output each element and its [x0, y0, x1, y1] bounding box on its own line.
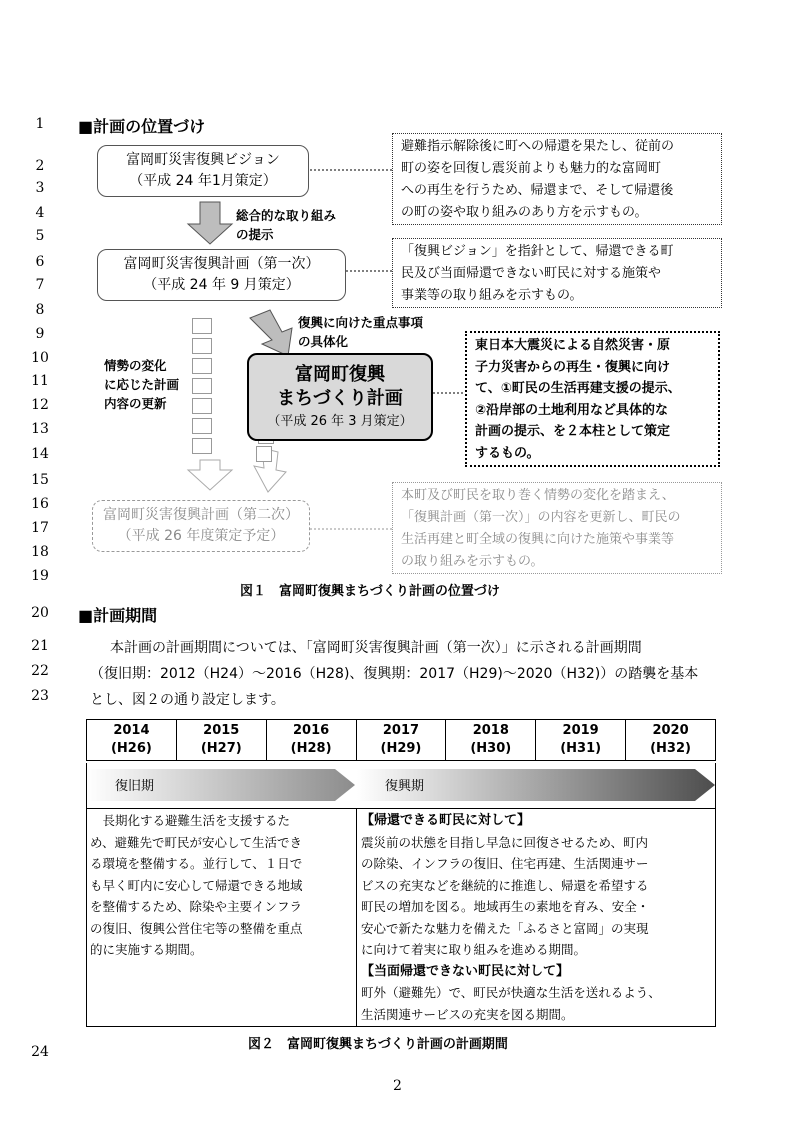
step-square	[192, 318, 212, 334]
era-label: (H28)	[290, 741, 332, 756]
page-number: 2	[393, 1078, 402, 1094]
period-table	[86, 719, 716, 761]
period-paragraph-line2: （復旧期：2012（H24）～2016（H28)、復興期：2017（H29)～2020（H32)）の踏襲を基本	[90, 666, 699, 682]
year-cell	[87, 720, 177, 761]
line-number: 7	[35, 277, 45, 293]
era-label: (H29)	[380, 741, 422, 756]
line-number: 1	[35, 116, 45, 132]
main-date: （平成 26 年 3 月策定）	[267, 414, 413, 429]
year-label: 2020	[652, 723, 689, 738]
line-number: 12	[31, 397, 49, 413]
period-paragraph-line3: とし、図２の通り設定します。	[90, 692, 285, 708]
year-cell	[356, 720, 446, 761]
year-label: 2014	[113, 723, 150, 738]
step-square	[192, 398, 212, 414]
line-number: 6	[35, 254, 45, 270]
line-number: 24	[31, 1044, 49, 1060]
phase2-label: 復興期	[385, 779, 425, 794]
line-number: 14	[31, 446, 49, 462]
column-divider	[356, 809, 357, 1026]
plan1-date: （平成 24 年 9 月策定）	[143, 277, 300, 293]
year-label: 2018	[472, 723, 509, 738]
year-cell	[176, 720, 266, 761]
step-square	[192, 438, 212, 454]
vision-box	[97, 145, 309, 197]
line-number: 20	[31, 605, 49, 621]
line-number: 22	[31, 663, 49, 679]
line-number: 11	[31, 373, 49, 389]
update-label: 情勢の変化 に応じた計画 内容の更新	[104, 358, 180, 411]
year-cell	[536, 720, 626, 761]
line-number: 3	[35, 180, 45, 196]
step-square	[192, 358, 212, 374]
phase2-heading-returnees: 【帰還できる町民に対して】	[361, 813, 531, 828]
year-label: 2015	[203, 723, 240, 738]
plan1-description: 「復興ビジョン」を指針として、帰還できる町 民及び当面帰還できない町民に対する施策や 事業等の取り組みを示すもの。	[392, 238, 722, 308]
plan2-box	[92, 500, 310, 552]
plan2-description: 本町及び町民を取り巻く情勢の変化を踏まえ、 「復興計画（第一次）」の内容を更新し、町民の 生活再建と町全域の復興に向けた施策や事業等 の取り組みを示すもの。	[392, 482, 722, 574]
line-number: 5	[35, 228, 45, 244]
era-label: (H27)	[200, 741, 242, 756]
arrow-down-icon	[188, 202, 232, 244]
figure1-caption: 図１ 富岡町復興まちづくり計画の位置づけ	[240, 584, 500, 599]
line-number: 2	[35, 158, 45, 174]
arrow2-label: 復興に向けた重点事項 の具体化	[298, 315, 424, 349]
phase2-heading-nonreturnees: 【当面帰還できない町民に対して】	[361, 963, 570, 979]
era-label: (H31)	[560, 741, 602, 756]
year-label: 2019	[562, 723, 599, 738]
main-title-1: 富岡町復興	[295, 364, 385, 385]
plan1-box	[97, 249, 346, 301]
year-cell	[626, 720, 716, 761]
era-label: (H26)	[110, 741, 152, 756]
vision-description: 避難指示解除後に町への帰還を果たし、従前の 町の姿を回復し震災前よりも魅力的な富岡町 への再生を行うため、帰還まで、そして帰還後 の町の姿や取り組みのあり方を示すもの。	[392, 133, 722, 225]
line-number: 10	[31, 350, 49, 366]
line-number: 21	[31, 638, 49, 654]
step-square	[192, 338, 212, 354]
main-description: 東日本大震災による自然災害・原 子力災害からの再生・復興に向け て、①町民の生活再建支援の提示、 ②沿岸部の土地利用など具体的な 計画の提示、を２本柱として策定 するもの。	[465, 331, 720, 467]
step-square	[256, 446, 272, 462]
year-row	[87, 720, 716, 761]
phase-bar-row	[86, 763, 716, 809]
phase1-description: 長期化する避難生活を支援するた め、避難先で町民が安心して生活でき る環境を整備する。並行して、１日で も早く町内に安心して帰還できる地域 を整備するため、除染や主要インフラ の復旧、復興公営住宅等の整備を重点 的に実施する期間。	[90, 813, 303, 957]
arrow-diagonal-icon	[250, 310, 292, 356]
phase1-label: 復旧期	[115, 779, 155, 794]
plan1-title: 富岡町災害復興計画（第一次）	[123, 256, 320, 272]
step-square	[192, 418, 212, 434]
main-plan-box	[247, 353, 433, 441]
year-cell	[446, 720, 536, 761]
line-number: 23	[31, 688, 49, 704]
year-label: 2017	[382, 723, 420, 738]
step-square	[192, 378, 212, 394]
line-number: 13	[31, 421, 49, 437]
era-label: (H30)	[470, 741, 512, 756]
plan2-title: 富岡町災害復興計画（第二次）	[103, 507, 299, 523]
arrow1-label: 総合的な取り組み の提示	[236, 208, 337, 242]
phase2-description: 【帰還できる町民に対して】 震災前の状態を目指し早急に回復させるため、町内 の除染、インフラの復旧、住宅再建、生活関連サー ビスの充実などを継続的に推進し、帰還を希望する 町民の増加を図る。地域再生の素地を育み、安全・ 安心で新たな魅力を備えた「ふるさと富岡」の実現 に向けて着実に取り組みを進める期間。 【当面帰還できない町民に対して】 町外（避難先）で、町民が快適な生活を送れるよう、 生活関連サービスの充実を図る期間。	[361, 810, 713, 1025]
line-number: 4	[35, 205, 45, 221]
figure2-caption: 図２ 富岡町復興まちづくり計画の計画期間	[248, 1037, 508, 1052]
year-label: 2016	[293, 723, 330, 738]
section-heading-period: ■計画期間	[78, 606, 158, 625]
line-number: 8	[35, 302, 45, 318]
period-paragraph-line1: 本計画の計画期間については、「富岡町災害復興計画（第一次）」に示される計画期間	[110, 640, 642, 656]
year-cell	[266, 720, 356, 761]
line-number: 18	[31, 544, 49, 560]
main-title-2: まちづくり計画	[277, 388, 403, 409]
line-number: 17	[31, 520, 49, 536]
line-number: 16	[31, 496, 49, 512]
faded-arrow-down-icon	[188, 460, 232, 490]
vision-title: 富岡町災害復興ビジョン	[126, 152, 280, 168]
era-label: (H32)	[650, 741, 691, 756]
section-heading-positioning: ■計画の位置づけ	[78, 117, 206, 136]
plan2-date: （平成 26 年度策定予定）	[117, 528, 285, 544]
vision-date: （平成 24 年1月策定）	[129, 173, 277, 189]
line-number: 15	[31, 472, 49, 488]
line-number: 19	[31, 568, 49, 584]
line-number: 9	[35, 326, 45, 342]
